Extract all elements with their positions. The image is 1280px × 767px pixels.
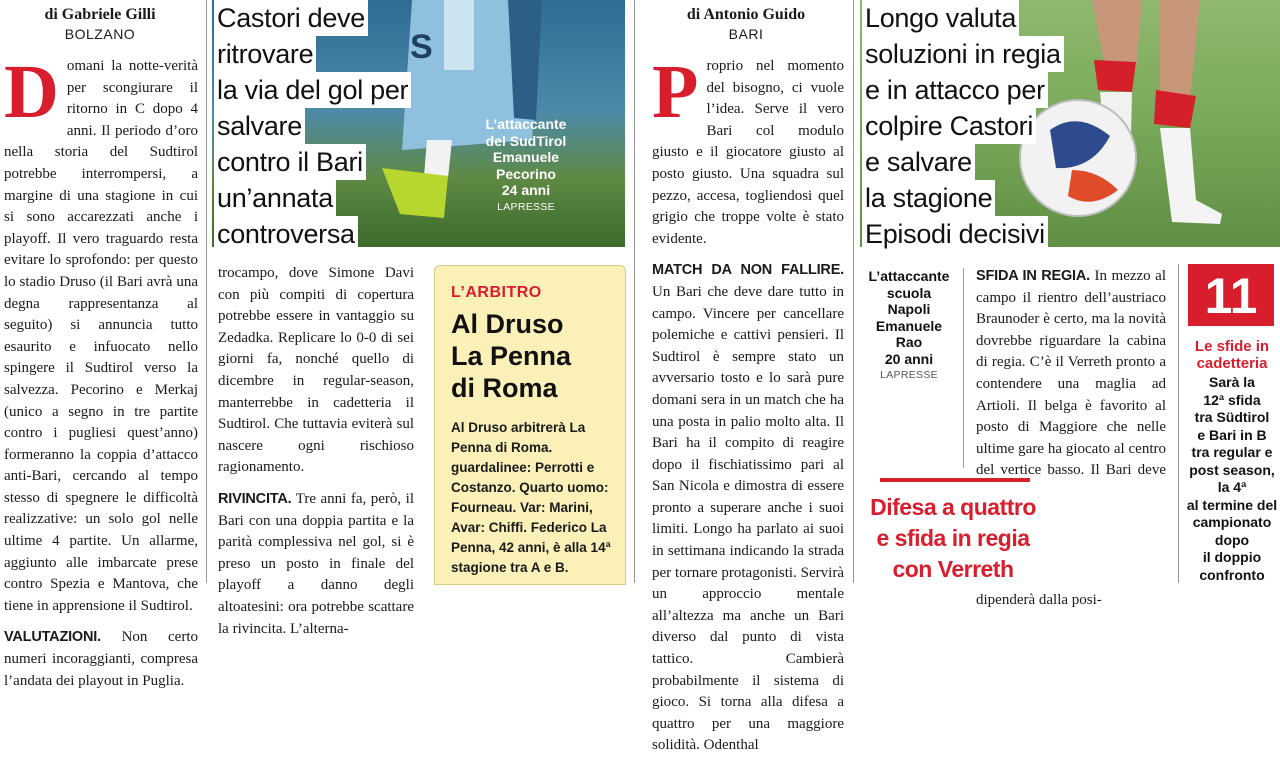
dateline-left: BOLZANO [64,26,136,42]
photo-credit: LAPRESSE [880,369,938,381]
paragraph: In mezzo al campo il rientro dell’austriaco Braunoder è certo, ma la novità dovrebbe riguardare la cabina di regia. C’è il Verreth pronto a contendere una maglia ad Artioli. Il belga è favorito al posto di Maggiore che nelle ultime gare ha giocato al centro del vertice basso. Il Bari deve dipenderà dalla posi- [976,268,1166,608]
paragraph: omani la notte-verità per scongiurare il ritorno in C dopo 4 anni. Il periodo d’oro nella storia del Sudtirol potrebbe interrompersi, a margine di una stagione in cui si sono accarezzati anche i playoff. Il vero traguardo resta evitare lo sprofondo: per questo lo stadio Druso (il Bari avrà una degna rappresentanza al seguito) si annuncia tutto esaurito e infuocato nello spingere il Sudtirol verso la salvezza. Pecorino e Merkaj (unico a segno in tre partite contro i pugliesi quest’anno) formeranno la coppia d’attacco anti-Bari, cercando al tempo stesso di spegnere le difficoltà realizzative: un solo gol nelle ultime 4 partite. Un allarme, aggiunto alle imbarcate prese contro Spezia e Mantova, che tiene in apprensione il Sudtirol. [4,58,198,614]
arbitro-kicker: L’ARBITRO [451,284,542,301]
photo-credit: LAPRESSE [497,200,555,213]
lead-in: SFIDA IN REGIA. [976,268,1090,284]
svg-text:S: S [410,28,433,66]
article-left-col2 [218,263,414,650]
lead-in: RIVINCITA. [218,490,292,507]
photo-caption-right: L’attaccante scuola Napoli Emanuele Rao 20 anni LAPRESSE [862,268,956,381]
paragraph: Un Bari che deve dare tutto in campo. Vincere per cancellare polemiche e cattivi pensieri. Il Sudtirol è sempre stato un avversario tosto e lo sarà pure domani sera in un match che ha una posta in palio molto alta. Il Bari ha il compito di reagire dopo il fischiatissimo pari al San Nicola e dimostra di essere pronto a superare anche i suoi limiti. Longo ha parlato ai suoi in settimana indicando la strada per tornare protagonisti. Servirà un approccio mentale all’altezza ma anche un Bari diverso dal punto di vista tattico. Cambierà probabilmente il sistema di gioco. Si torna alla difesa a quattro per una maggiore solidità. Odenthal [652,283,844,754]
stat-number: 11 [1204,268,1258,324]
paragraph: trocampo, dove Simone Davi con più compiti di copertura potrebbe essere in vantaggio su Zedadka. Replicare lo 0-0 di sei giorni fa, nonché quello di dicembre in regular-season, manterrebbe in cadetteria il Sudtirol. Che tuttavia eviterà sul nascere ogni rischioso ragionamento. [218,265,414,476]
lead-in: VALUTAZIONI. [4,629,101,646]
stat-text: Sarà la 12ª sfida tra Südtirol e Bari in B tra regular e post season, la 4ª al termine del campionato dopo il doppio confronto [1186,374,1278,583]
headline-right: Longo valuta soluzioni in regia e in attacco per colpire Castori e salvare la stagione Episodi decisivi [862,0,1112,252]
photo-caption-left: L’attaccante del SudTirol Emanuele Pecorino 24 anni LAPRESSE [471,116,581,213]
headline-left: Castori deve ritrovare la via del gol per salvare contro il Bari un’annata controversa [214,0,464,252]
paragraph: Tre anni fa, però, il Bari con una doppia partita e la parità complessiva nel gol, si è preso un posto in finale del playoff a danno degli altoatesini: ora potrebbe scattare la rivincita. L’alterna- [218,490,414,637]
dropcap-right: P [652,50,699,134]
dropcap-left: D [4,50,59,134]
lead-in: MATCH DA NON FALLIRE. [652,262,844,279]
byline-right: di Antonio Guido [686,6,806,23]
arbitro-body: Al Druso arbitrerà La Penna di Roma. guardalinee: Perrotti e Costanzo. Quarto uomo: Fourneau. Var: Marini, Avar: Chiffi. Federico La Penna, 42 anni, è alla 14ª stagione tra A e B. [451,420,611,575]
byline-left: di Gabriele Gilli [44,6,156,23]
arbitro-title: Al Druso La Penna di Roma [451,309,572,403]
article-right-col1 [652,50,844,767]
arbitro-box [434,265,626,585]
dateline-right: BARI [728,26,764,42]
paragraph: roprio nel momento del bisogno, ci vuole l’idea. Serve il vero Bari col modulo giusto e il giocatore giusto al posto giusto. Una squadra sul pezzo, accesa, togliendosi quel grigio che troppe volte è stato evidente. [652,58,844,247]
stat-number-box [1188,264,1274,326]
stat-label: Le sfide in cadetteria [1194,338,1270,372]
pull-quote: Difesa a quattro e sfida in regia con Verreth [868,478,1168,583]
article-left-col1 [4,50,199,702]
paragraph: Non certo numeri incoraggianti, compresa l’andata dei playout in Puglia. [4,629,199,689]
